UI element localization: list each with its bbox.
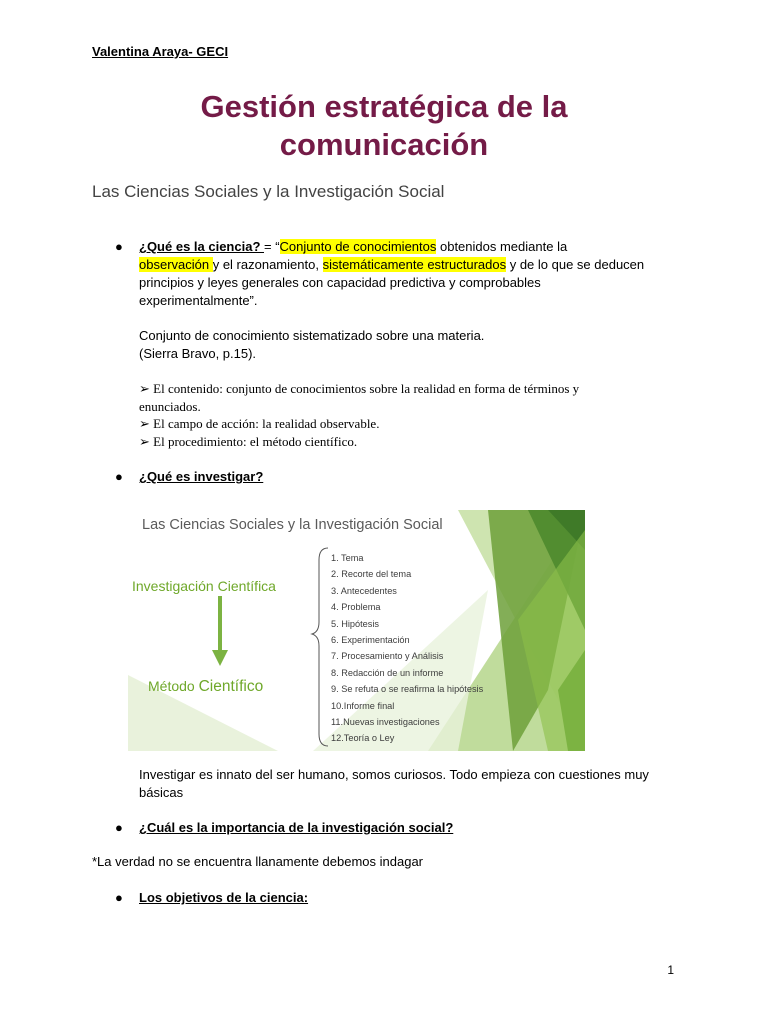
method-step: 11.Nuevas investigaciones bbox=[331, 716, 440, 727]
page-subtitle: Las Ciencias Sociales y la Investigación Social bbox=[92, 182, 445, 201]
bullet-icon: ● bbox=[115, 820, 123, 835]
truth-note: *La verdad no se encuentra llanamente debemos indagar bbox=[92, 854, 424, 869]
method-steps-list bbox=[331, 550, 483, 747]
question-investigate: ¿Qué es investigar? bbox=[139, 469, 264, 484]
page-number: 1 bbox=[667, 963, 674, 977]
slide-image bbox=[128, 510, 585, 751]
slide-label-method bbox=[148, 678, 263, 696]
title-line-2: comunicación bbox=[279, 127, 489, 162]
method-step: 3. Antecedentes bbox=[331, 585, 397, 596]
highlight: observación bbox=[139, 257, 213, 272]
method-step: 1. Tema bbox=[331, 553, 364, 563]
method-step: 9. Se refuta o se reafirma la hipótesis bbox=[331, 684, 484, 695]
method-step: 4. Problema bbox=[331, 602, 381, 613]
author-name: Valentina Araya- GECI bbox=[92, 44, 229, 59]
slide-title: Las Ciencias Sociales y la Investigación Social bbox=[142, 517, 443, 533]
question-objectives: Los objetivos de la ciencia: bbox=[139, 890, 309, 905]
page-title bbox=[92, 88, 676, 164]
method-step: 8. Redacción de un informe bbox=[331, 667, 444, 678]
method-step: 5. Hipótesis bbox=[331, 618, 380, 629]
text-fragment: obtenidos mediante la bbox=[436, 239, 568, 254]
scientific-word: Científico bbox=[198, 678, 264, 695]
method-step: 2. Recorte del tema bbox=[331, 569, 412, 580]
bullet-icon: ● bbox=[115, 469, 123, 484]
bullet-icon: ● bbox=[115, 890, 123, 905]
text-fragment: = “ bbox=[264, 239, 280, 254]
method-word: Método bbox=[148, 678, 199, 694]
investigate-paragraph: Investigar es innato del ser humano, somos curiosos. Todo empieza con cuestiones muy básicas bbox=[139, 767, 649, 800]
arrow-item: ➢ El campo de acción: la realidad observable. bbox=[139, 416, 380, 431]
arrow-item: ➢ El procedimiento: el método científico. bbox=[139, 433, 358, 449]
definition-paragraph bbox=[139, 238, 659, 310]
arrow-item: ➢ El contenido: conjunto de conocimientos sobre la realidad en forma de términos y enunciados. bbox=[139, 381, 580, 414]
method-step: 6. Experimentación bbox=[331, 634, 410, 645]
bullet-icon: ● bbox=[115, 239, 123, 254]
highlight: Conjunto de conocimientos bbox=[279, 239, 437, 254]
method-step: 10.Informe final bbox=[331, 700, 395, 711]
question-science: ¿Qué es la ciencia? bbox=[139, 239, 264, 254]
text-fragment: y de lo que se deducen principios y leyes generales con capacidad predictiva y comprobables experimentalmente”. bbox=[139, 257, 645, 308]
method-step: 7. Procesamiento y Análisis bbox=[331, 651, 444, 662]
title-line-1: Gestión estratégica de la bbox=[200, 89, 568, 124]
question-importance: ¿Cuál es la importancia de la investigación social? bbox=[139, 820, 454, 835]
note-line: Conjunto de conocimiento sistematizado sobre una materia. bbox=[139, 328, 485, 343]
method-step: 12.Teoría o Ley bbox=[331, 733, 395, 744]
text-fragment: y el razonamiento, bbox=[212, 257, 323, 272]
highlight: sistemáticamente estructurados bbox=[322, 257, 507, 272]
definition-note bbox=[139, 327, 659, 363]
citation: (Sierra Bravo, p.15). bbox=[139, 346, 257, 361]
slide-label-investigation: Investigación Científica bbox=[132, 578, 276, 594]
arrow-list bbox=[139, 380, 639, 450]
